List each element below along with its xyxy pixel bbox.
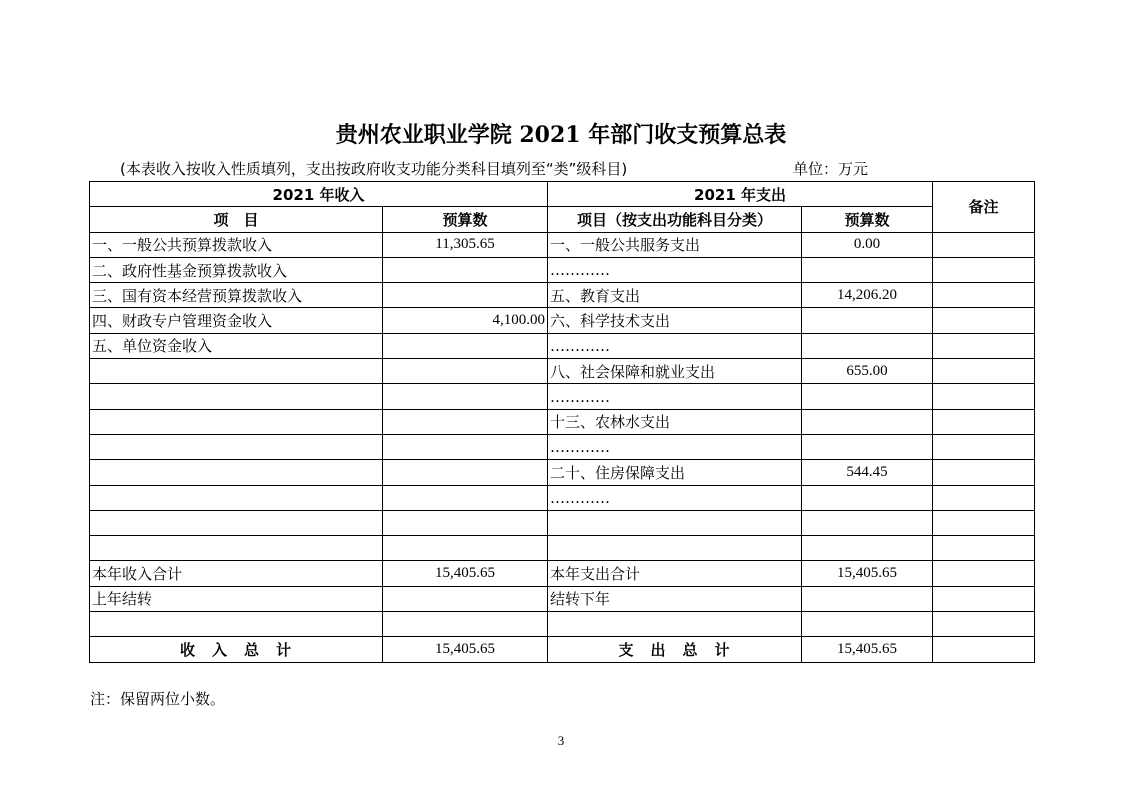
income-amount [383,485,548,510]
income-amount: 15,405.65 [383,561,548,586]
expense-item: ………… [548,485,802,510]
income-item [90,485,383,510]
expense-amount [802,485,933,510]
income-amount [383,536,548,561]
income-amount [383,384,548,409]
remark-cell [933,308,1035,333]
grand-total-row [90,637,1035,662]
expense-amount [802,510,933,535]
income-item [90,359,383,384]
expense-item: 六、科学技术支出 [548,308,802,333]
expense-item: 五、教育支出 [548,283,802,308]
expense-amount [802,257,933,282]
col-expense-item: 项目（按支出功能科目分类） [548,207,802,232]
expense-amount: 0.00 [802,232,933,257]
budget-table [89,181,1035,663]
expense-item: 一、一般公共服务支出 [548,232,802,257]
income-amount [383,510,548,535]
expense-amount [802,536,933,561]
header-row-1 [90,182,1035,207]
income-amount [383,586,548,611]
income-amount [383,612,548,637]
expense-amount: 15,405.65 [802,561,933,586]
expense-amount: 14,206.20 [802,283,933,308]
header-row-2 [90,207,1035,232]
expense-total-amount: 15,405.65 [802,637,933,662]
page-number: 3 [557,733,565,748]
expense-item: ………… [548,257,802,282]
expense-header: 2021 年支出 [548,182,933,207]
income-amount [383,409,548,434]
table-row [90,359,1035,384]
income-item: 一、一般公共预算拨款收入 [90,232,383,257]
income-item: 二、政府性基金预算拨款收入 [90,257,383,282]
income-total-amount: 15,405.65 [383,637,548,662]
col-income-amount: 预算数 [383,207,548,232]
remark-cell [933,434,1035,459]
income-amount [383,460,548,485]
income-header: 2021 年收入 [90,182,548,207]
income-total-label: 收 入 总 计 [90,637,383,662]
expense-amount [802,612,933,637]
income-amount [383,359,548,384]
expense-amount [802,434,933,459]
page-title: 贵州农业职业学院 2021 年部门收支预算总表 [335,122,787,148]
expense-item: 二十、住房保障支出 [548,460,802,485]
income-amount: 11,305.65 [383,232,548,257]
table-row [90,283,1035,308]
expense-item: 结转下年 [548,586,802,611]
table-row [90,333,1035,358]
remark-header: 备注 [933,182,1035,233]
expense-amount [802,308,933,333]
expense-amount [802,586,933,611]
remark-cell [933,510,1035,535]
table-row [90,384,1035,409]
expense-item [548,510,802,535]
expense-amount: 655.00 [802,359,933,384]
remark-cell [933,561,1035,586]
income-item [90,460,383,485]
table-row [90,485,1035,510]
remark-cell [933,409,1035,434]
income-amount [383,434,548,459]
remark-cell [933,612,1035,637]
income-item [90,384,383,409]
income-item [90,510,383,535]
expense-item: 十三、农林水支出 [548,409,802,434]
table-row [90,510,1035,535]
table-subtitle: (本表收入按收入性质填列，支出按政府收支功能分类科目填列至“类”级科目) [120,160,628,178]
table-row [90,460,1035,485]
expense-total-label: 支 出 总 计 [548,637,802,662]
income-item [90,434,383,459]
table-row [90,232,1035,257]
table-row [90,586,1035,611]
table-row [90,612,1035,637]
expense-amount [802,384,933,409]
remark-cell [933,232,1035,257]
expense-item: ………… [548,384,802,409]
expense-item: ………… [548,434,802,459]
income-item: 五、单位资金收入 [90,333,383,358]
remark-cell [933,333,1035,358]
expense-item: 八、社会保障和就业支出 [548,359,802,384]
expense-amount [802,409,933,434]
income-item [90,409,383,434]
table-row [90,308,1035,333]
table-row [90,409,1035,434]
table-row [90,434,1035,459]
remark-cell [933,536,1035,561]
subtotal-row [90,561,1035,586]
remark-cell [933,637,1035,662]
income-amount [383,283,548,308]
table-row [90,536,1035,561]
remark-cell [933,359,1035,384]
unit-label: 单位：万元 [793,160,869,178]
expense-item [548,612,802,637]
remark-cell [933,283,1035,308]
remark-cell [933,384,1035,409]
income-item: 四、财政专户管理资金收入 [90,308,383,333]
income-amount: 4,100.00 [383,308,548,333]
expense-amount: 544.45 [802,460,933,485]
income-amount [383,333,548,358]
expense-item: ………… [548,333,802,358]
expense-item: 本年支出合计 [548,561,802,586]
income-item: 本年收入合计 [90,561,383,586]
col-expense-amount: 预算数 [802,207,933,232]
remark-cell [933,257,1035,282]
income-item [90,612,383,637]
income-item [90,536,383,561]
income-item: 上年结转 [90,586,383,611]
remark-cell [933,586,1035,611]
expense-item [548,536,802,561]
income-item: 三、国有资本经营预算拨款收入 [90,283,383,308]
footnote: 注：保留两位小数。 [90,690,226,708]
expense-amount [802,333,933,358]
col-income-item: 项 目 [90,207,383,232]
remark-cell [933,485,1035,510]
remark-cell [933,460,1035,485]
income-amount [383,257,548,282]
table-row [90,257,1035,282]
